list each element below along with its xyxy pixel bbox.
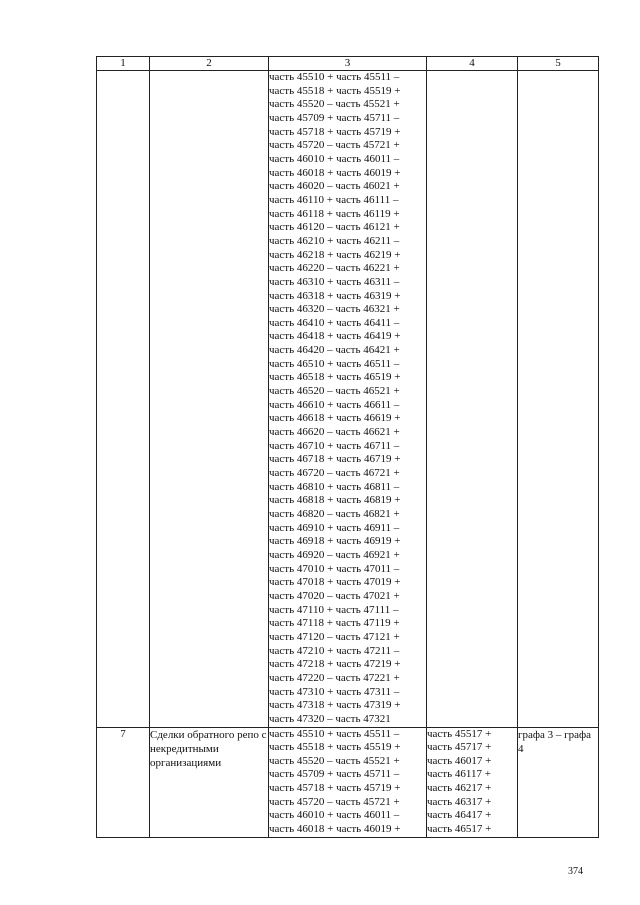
continuation-col-4 — [427, 71, 518, 728]
formula-line: часть 46510 + часть 46511 – — [269, 357, 400, 370]
formula-line: часть 46110 + часть 46111 – — [269, 193, 399, 206]
table-row-7 — [97, 727, 599, 837]
header-col-3: 3 — [269, 57, 427, 71]
report-table — [96, 56, 599, 838]
formula-line: часть 47010 + часть 47011 – — [269, 562, 400, 575]
formula-line: часть 46610 + часть 46611 – — [269, 398, 400, 411]
formula-line: часть 46010 + часть 46011 – — [269, 152, 400, 165]
part-line: часть 46417 + — [427, 809, 492, 822]
formula-line: часть 46520 – часть 46521 + — [269, 385, 400, 398]
formula-line: часть 46118 + часть 46119 + — [269, 207, 400, 220]
formula-line: часть 46018 + часть 46019 + — [269, 166, 401, 179]
formula-line: часть 46710 + часть 46711 – — [269, 439, 400, 452]
formula-line: часть 46620 – часть 46621 + — [269, 426, 400, 439]
formula-line: часть 45510 + часть 45511 – — [269, 71, 400, 83]
page-number: 374 — [568, 866, 583, 877]
part-line: часть 45717 + — [427, 741, 492, 754]
row-description: Сделки обратного репо с некредитными организациями — [150, 727, 269, 837]
formula-line: часть 46618 + часть 46619 + — [269, 412, 401, 425]
formula-line: часть 47220 – часть 47221 + — [269, 671, 400, 684]
formula-line: часть 46918 + часть 46919 + — [269, 535, 401, 548]
formula-line: часть 45518 + часть 45519 + — [269, 84, 401, 97]
header-col-1: 1 — [97, 57, 150, 71]
formula-line: часть 45510 + часть 45511 – — [269, 727, 400, 740]
formula-line: часть 46820 – часть 46821 + — [269, 508, 400, 520]
formula-line: часть 47118 + часть 47119 + — [269, 617, 400, 630]
formula-line: часть 46210 + часть 46211 – — [269, 234, 400, 247]
formula-line: часть 47318 + часть 47319 + — [269, 699, 401, 712]
formula-line: часть 45718 + часть 45719 + — [269, 125, 401, 138]
formula-line: часть 46818 + часть 46819 + — [269, 494, 401, 507]
formula-line: часть 46418 + часть 46419 + — [269, 330, 401, 343]
part-line: часть 45517 + — [427, 727, 492, 740]
header-col-4: 4 — [427, 57, 518, 71]
part-line: часть 46017 + — [427, 754, 492, 767]
part-line: часть 46117 + — [427, 768, 491, 781]
formula-line: часть 47218 + часть 47219 + — [269, 658, 401, 671]
table-row-continuation — [97, 71, 599, 728]
formula-line: часть 46220 – часть 46221 + — [269, 262, 400, 275]
row7-formula-cell — [269, 727, 427, 837]
formula-line: часть 47120 – часть 47121 + — [269, 630, 400, 643]
formula-line: часть 46020 – часть 46021 + — [269, 180, 400, 193]
header-col-2: 2 — [150, 57, 269, 71]
formula-line: часть 46320 – часть 46321 + — [269, 303, 400, 316]
formula-line: часть 46420 – часть 46421 + — [269, 344, 400, 357]
continuation-col-5 — [518, 71, 599, 728]
table-header-row — [97, 57, 599, 71]
formula-line: часть 45720 – часть 45721 + — [269, 795, 400, 808]
formula-line: часть 46010 + часть 46011 – — [269, 809, 400, 822]
row7-column-formula: графа 3 – графа 4 — [518, 727, 599, 837]
formula-line: часть 46810 + часть 46811 – — [269, 480, 400, 493]
formula-line: часть 45709 + часть 45711 – — [269, 768, 400, 781]
row-number: 7 — [97, 727, 150, 837]
formula-line: часть 45520 – часть 45521 + — [269, 754, 400, 767]
part-line: часть 46317 + — [427, 795, 492, 808]
formula-line: часть 46018 + часть 46019 + — [269, 823, 401, 836]
formula-line: часть 46718 + часть 46719 + — [269, 453, 401, 466]
formula-line: часть 45518 + часть 45519 + — [269, 741, 401, 754]
part-line: часть 46217 + — [427, 782, 492, 795]
formula-line: часть 47110 + часть 47111 – — [269, 603, 399, 616]
formula-line: часть 46218 + часть 46219 + — [269, 248, 401, 261]
formula-line: часть 47020 – часть 47021 + — [269, 589, 400, 602]
formula-line: часть 46318 + часть 46319 + — [269, 289, 401, 302]
formula-line: часть 46120 – часть 46121 + — [269, 221, 400, 234]
part-line: часть 46517 + — [427, 823, 492, 836]
formula-line: часть 46720 – часть 46721 + — [269, 467, 400, 480]
formula-line: часть 45720 – часть 45721 + — [269, 139, 400, 152]
formula-line: часть 46310 + часть 46311 – — [269, 275, 400, 288]
row7-part-cell — [427, 727, 518, 837]
formula-line: часть 46920 – часть 46921 + — [269, 548, 400, 561]
formula-line: часть 45718 + часть 45719 + — [269, 782, 401, 795]
formula-line: часть 47310 + часть 47311 – — [269, 685, 400, 698]
formula-line: часть 46410 + часть 46411 – — [269, 316, 400, 329]
formula-line: часть 45709 + часть 45711 – — [269, 111, 400, 124]
continuation-formula-cell — [269, 71, 427, 728]
formula-line: часть 47320 – часть 47321 — [269, 712, 391, 725]
formula-line: часть 47018 + часть 47019 + — [269, 576, 401, 589]
continuation-col-2 — [150, 71, 269, 728]
formula-line: часть 46518 + часть 46519 + — [269, 371, 401, 384]
formula-line: часть 45520 – часть 45521 + — [269, 98, 400, 111]
formula-line: часть 46910 + часть 46911 – — [269, 521, 400, 534]
formula-line: часть 47210 + часть 47211 – — [269, 644, 400, 657]
header-col-5: 5 — [518, 57, 599, 71]
continuation-col-1 — [97, 71, 150, 728]
